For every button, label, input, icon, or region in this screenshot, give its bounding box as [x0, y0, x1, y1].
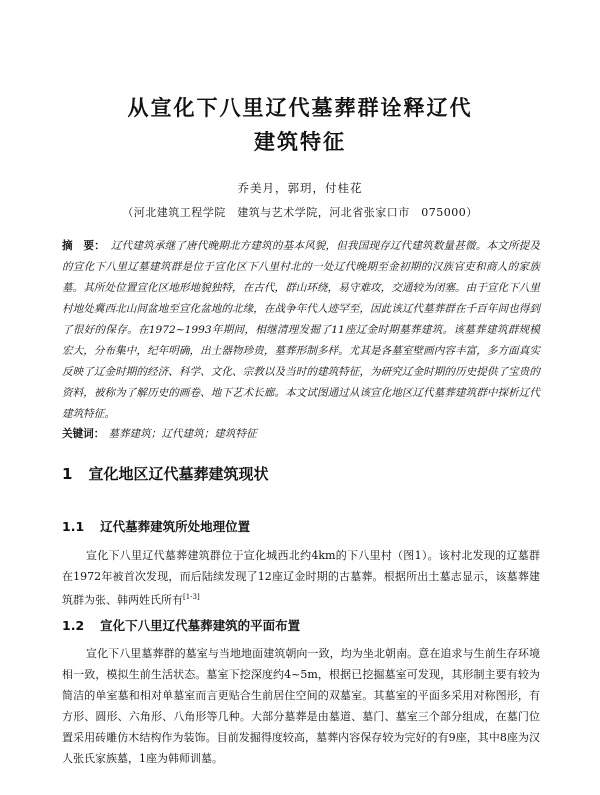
- subsection-heading-1: [62, 517, 250, 535]
- section-title: 宣化地区辽代墓葬建筑现状: [88, 465, 269, 483]
- keywords-label: 关键词：: [62, 428, 105, 440]
- abstract: [62, 236, 540, 425]
- section-heading: [62, 463, 268, 484]
- affiliation: （河北建筑工程学院 建筑与艺术学院，河北省张家口市 075000）: [122, 206, 478, 219]
- abstract-label: 摘 要：: [62, 240, 105, 252]
- paragraph-1-text: 宣化下八里辽代墓葬建筑群位于宣化城西北约4km的下八里村（图1）。该村北发现的辽墓群在1972年被首次发现，而后陆续发现了12座辽金时期的古墓葬。根据所出土墓志显示，该墓葬建筑群为张、韩两姓氏所有: [62, 549, 540, 607]
- paper-title-line-2: 建筑特征: [254, 130, 346, 154]
- paper-title-line-1: 从宣化下八里辽代墓葬群诠释辽代: [127, 96, 473, 120]
- abstract-text: 辽代建筑承继了唐代晚期北方建筑的基本风貌，但我国现存辽代建筑数量甚微。本文所提及的宣化下八里辽墓建筑群是位于宣化区下八里村北的一处辽代晚期至金初期的汉族官吏和商人的家族墓。其所处位置宣化区地形地貌独特，在古代，群山环绕，易守难攻，交通较为闭塞。由于宣化下八里村地处冀西北山间盆地至宣化盆地的北缘，在战争年代人迹罕至，因此该辽代墓葬群在千百年间也得到了很好的保存。在1972~1993年期间，相继清理发掘了11座辽金时期墓葬建筑。该墓葬建筑群规模宏大，分布集中，纪年明确，出土器物珍贵，墓葬形制多样。尤其是各墓室壁画内容丰富，多方面真实反映了辽金时期的经济、科学、文化、宗教以及当时的建筑特征，为研究辽金时期的历史提供了宝贵的资料，被称为了解历史的画卷、地下艺术长廊。本文试图通过从该宣化地区辽代墓葬建筑群中探析辽代建筑特征。: [62, 240, 540, 420]
- paragraph-1: [62, 545, 540, 611]
- subsection-title-2: 宣化下八里辽代墓葬建筑的平面布置: [100, 618, 301, 633]
- authors: 乔美月，郭玥，付桂花: [237, 181, 363, 195]
- paragraph-2-text: 宣化下八里墓葬群的墓室与当地地面建筑朝向一致，均为坐北朝南。意在追求与生前生存环境相一致，模拟生前生活状态。墓室下挖深度约4~5m，根据已挖掘墓室可发现，其形制主要有较为简洁的单室墓和相对单墓室而言更贴合生前居住空间的双墓室。其墓室的平面多采用对称图形，有方形、圆形、六角形、八角形等几种。大部分墓葬是由墓道、墓门、墓室三个部分组成，在墓门位置采用砖雕仿木结构作为装饰。目前发掘得度较高，墓葬内容保存较为完好的有9座，其中8座为汉人张氏家族墓，1座为韩师训墓。: [62, 647, 540, 765]
- citation: [1-3]: [183, 593, 200, 601]
- subsection-number-1: 1.1: [62, 519, 85, 534]
- paragraph-2: [62, 643, 540, 769]
- keywords-text: 墓葬建筑；辽代建筑；建筑特征: [108, 428, 257, 440]
- keywords: [62, 426, 540, 441]
- subsection-number-2: 1.2: [62, 618, 85, 633]
- subsection-title-1: 辽代墓葬建筑所处地理位置: [100, 519, 251, 534]
- subsection-heading-2: [62, 616, 300, 634]
- section-number: 1: [62, 465, 73, 483]
